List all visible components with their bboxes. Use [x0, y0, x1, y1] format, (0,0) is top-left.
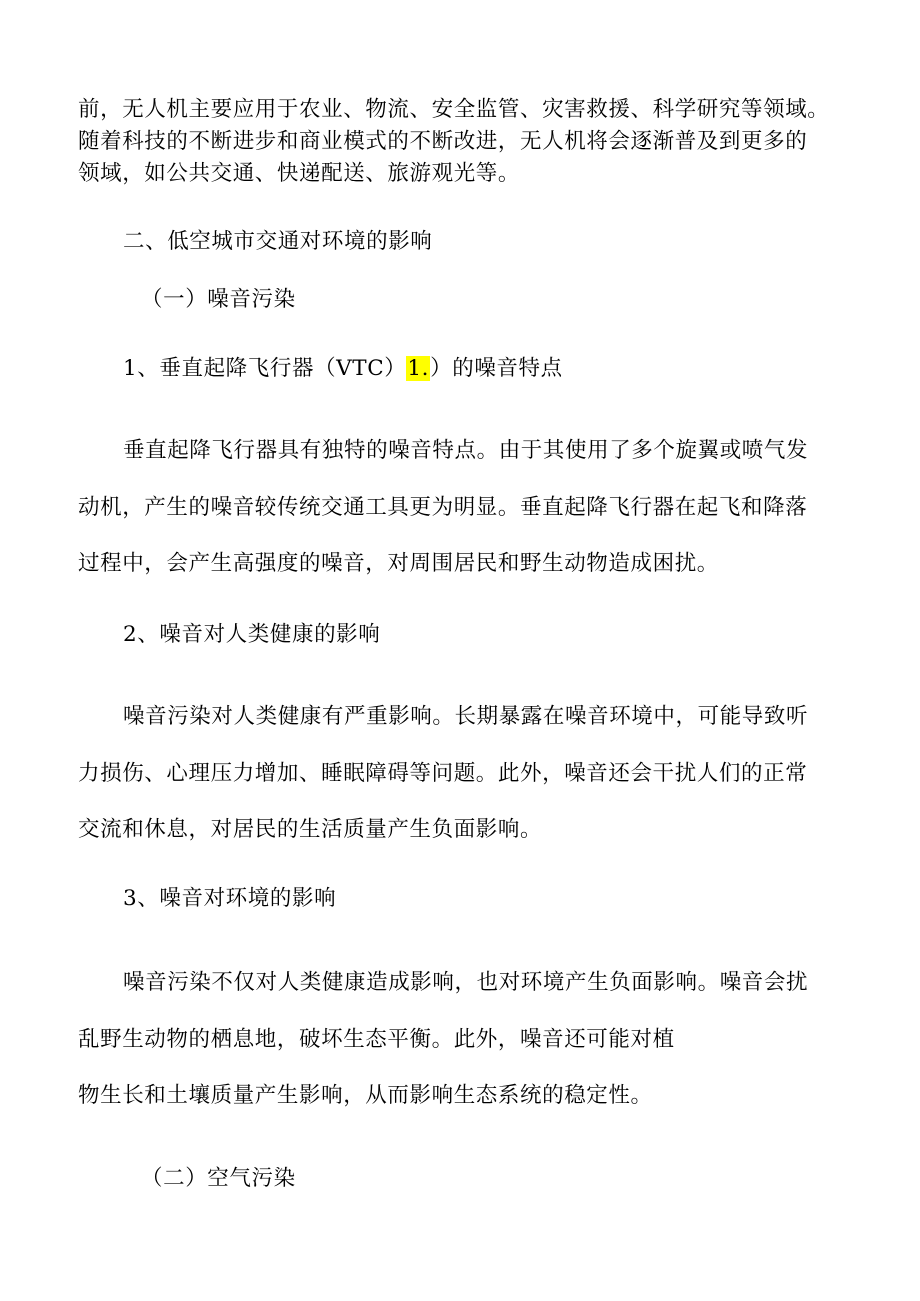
item-heading-3: 3、噪音对环境的影响: [123, 886, 337, 911]
paragraph-3-line-1: 噪音污染不仅对人类健康造成影响，也对环境产生负面影响。噪音会扰: [123, 970, 809, 995]
intro-line-1: 前，无人机主要应用于农业、物流、安全监管、灾害救援、科学研究等领域。: [78, 97, 830, 122]
paragraph-1-line-2: 动机，产生的噪音较传统交通工具更为明显。垂直起降飞行器在起飞和降落: [78, 495, 808, 520]
intro-line-3: 领域，如公共交通、快递配送、旅游观光等。: [78, 161, 521, 186]
section-heading-2: 二、低空城市交通对环境的影响: [123, 229, 433, 254]
highlighted-marker: 1.: [407, 356, 430, 381]
item-heading-1-suffix: ）的噪音特点: [430, 356, 563, 381]
item-heading-1-text: 1、垂直起降飞行器（VTC）: [123, 356, 407, 381]
subsection-heading-air: （二）空气污染: [141, 1166, 296, 1191]
paragraph-2-line-1: 噪音污染对人类健康有严重影响。长期暴露在噪音环境中，可能导致听: [123, 704, 809, 729]
paragraph-2-line-2: 力损伤、心理压力增加、睡眠障碍等问题。此外，噪音还会干扰人们的正常: [78, 761, 808, 786]
paragraph-3-line-3: 物生长和土壤质量产生影响，从而影响生态系统的稳定性。: [78, 1083, 653, 1108]
paragraph-3-line-2: 乱野生动物的栖息地，破坏生态平衡。此外，噪音还可能对植: [78, 1027, 675, 1052]
paragraph-1-line-1: 垂直起降飞行器具有独特的噪音特点。由于其使用了多个旋翼或喷气发: [123, 438, 809, 463]
item-heading-2: 2、噪音对人类健康的影响: [123, 622, 381, 647]
subsection-heading-noise: （一）噪音污染: [141, 287, 296, 312]
item-heading-1: [123, 354, 563, 384]
paragraph-2-line-3: 交流和休息，对居民的生活质量产生负面影响。: [78, 817, 543, 842]
paragraph-1-line-3: 过程中，会产生高强度的噪音，对周围居民和野生动物造成困扰。: [78, 551, 719, 576]
intro-line-2: 随着科技的不断进步和商业模式的不断改进，无人机将会逐渐普及到更多的: [78, 129, 808, 154]
